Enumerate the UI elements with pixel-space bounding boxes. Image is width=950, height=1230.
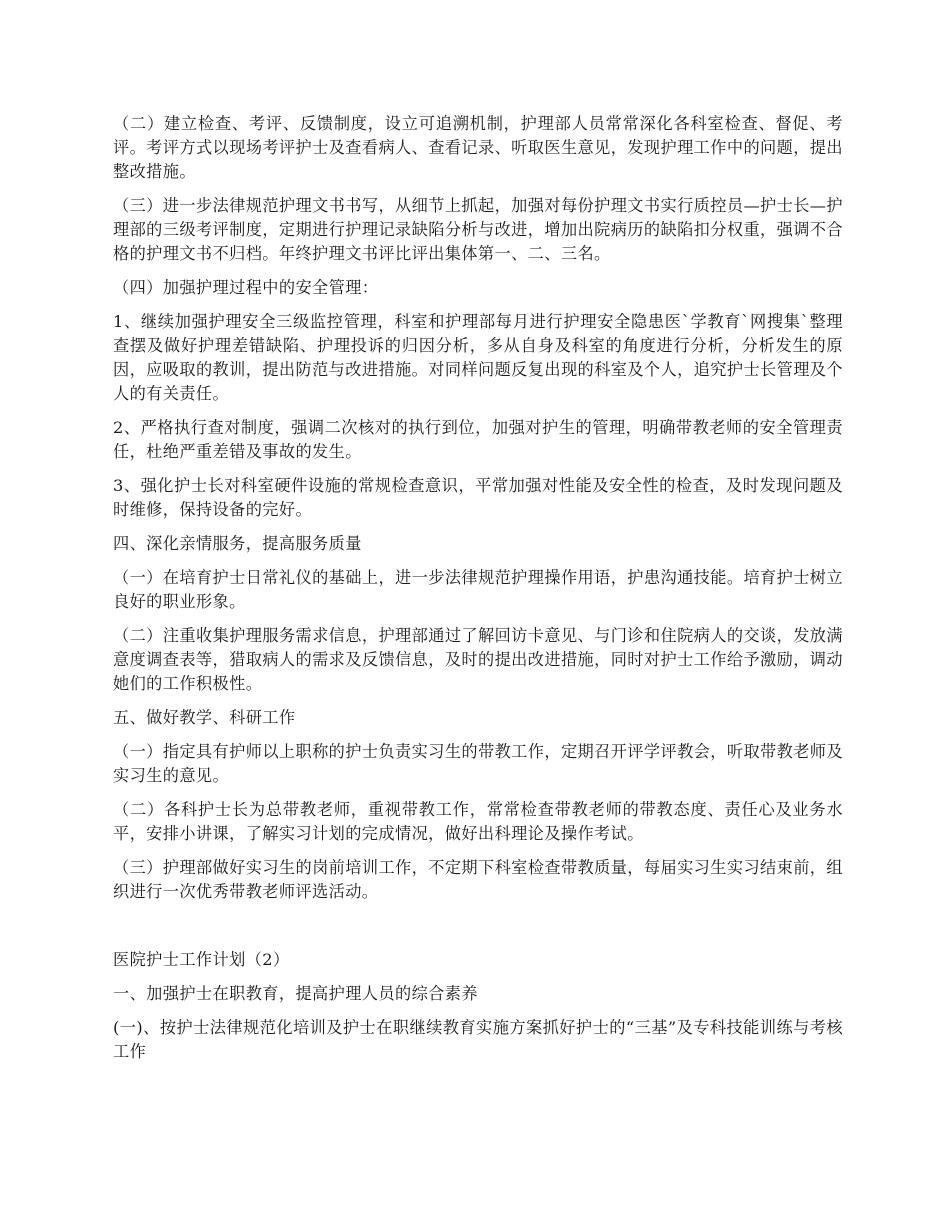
section-spacer	[113, 914, 843, 948]
paragraph-service-2: （二）注重收集护理服务需求信息，护理部通过了解回访卡意见、与门诊和住院病人的交谈，发放满意度调查表等，猎取病人的需求及反馈信息，及时的提出改进措施，同时对护士工作给予激励，调动她们的工作积极性。	[113, 626, 843, 693]
paragraph-safety-item-1: 1、继续加强护理安全三级监控管理，科室和护理部每月进行护理安全隐患医`学教育`网搜集`整理查摆及做好护理差错缺陷、护理投诉的归因分析，多从自身及科室的角度进行分析，分析发生的原因，应吸取的教训，提出防范与改进措施。对同样问题反复出现的科室及个人，追究护士长管理及个人的有关责任。	[113, 312, 843, 403]
paragraph-safety-heading: （四）加强护理过程中的安全管理：	[113, 278, 379, 297]
paragraph-teaching-2: （二）各科护士长为总带教老师，重视带教工作，常常检查带教老师的带教态度、责任心及业务水平，安排小讲课，了解实习计划的完成情况，做好出科理论及操作考试。	[113, 800, 843, 843]
document-body	[113, 112, 843, 1074]
paragraph-education-1: (一)、按护士法律规范化培训及护士在职继续教育实施方案抓好护士的“三基”及专科技能训练与考核工作	[113, 1018, 843, 1061]
paragraph-quality-check: （二）建立检查、考评、反馈制度，设立可追溯机制，护理部人员常常深化各科室检查、督促、考评。考评方式以现场考评护士及查看病人、查看记录、听取医生意见，发现护理工作中的问题，提出整改措施。	[113, 114, 843, 181]
paragraph-safety-item-3: 3、强化护士长对科室硬件设施的常规检查意识，平常加强对性能及安全性的检查，及时发现问题及时维修，保持设备的完好。	[113, 476, 843, 519]
document-subtitle: 医院护士工作计划（2）	[113, 950, 290, 969]
paragraph-nursing-documents: （三）进一步法律规范护理文书书写，从细节上抓起，加强对每份护理文书实行质控员—护士长—护理部的三级考评制度，定期进行护理记录缺陷分析与改进，增加出院病历的缺陷扣分权重，强调不合格的护理文书不归档。年终护理文书评比评出集体第一、二、三名。	[113, 196, 843, 263]
paragraph-teaching-1: （一）指定具有护师以上职称的护士负责实习生的带教工作，定期召开评学评教会，听取带教老师及实习生的意见。	[113, 742, 843, 785]
section-heading-teaching: 五、做好教学、科研工作	[113, 708, 296, 727]
section-heading-service: 四、深化亲情服务，提高服务质量	[113, 534, 362, 553]
section-heading-education: 一、加强护士在职教育，提高护理人员的综合素养	[113, 984, 478, 1003]
paragraph-service-1: （一）在培育护士日常礼仪的基础上，进一步法律规范护理操作用语，护患沟通技能。培育护士树立良好的职业形象。	[113, 568, 843, 611]
paragraph-teaching-3: （三）护理部做好实习生的岗前培训工作，不定期下科室检查带教质量，每届实习生实习结束前，组织进行一次优秀带教老师评选活动。	[113, 858, 843, 901]
paragraph-safety-item-2: 2、严格执行查对制度，强调二次核对的执行到位，加强对护生的管理，明确带教老师的安全管理责任，杜绝严重差错及事故的发生。	[113, 418, 843, 461]
